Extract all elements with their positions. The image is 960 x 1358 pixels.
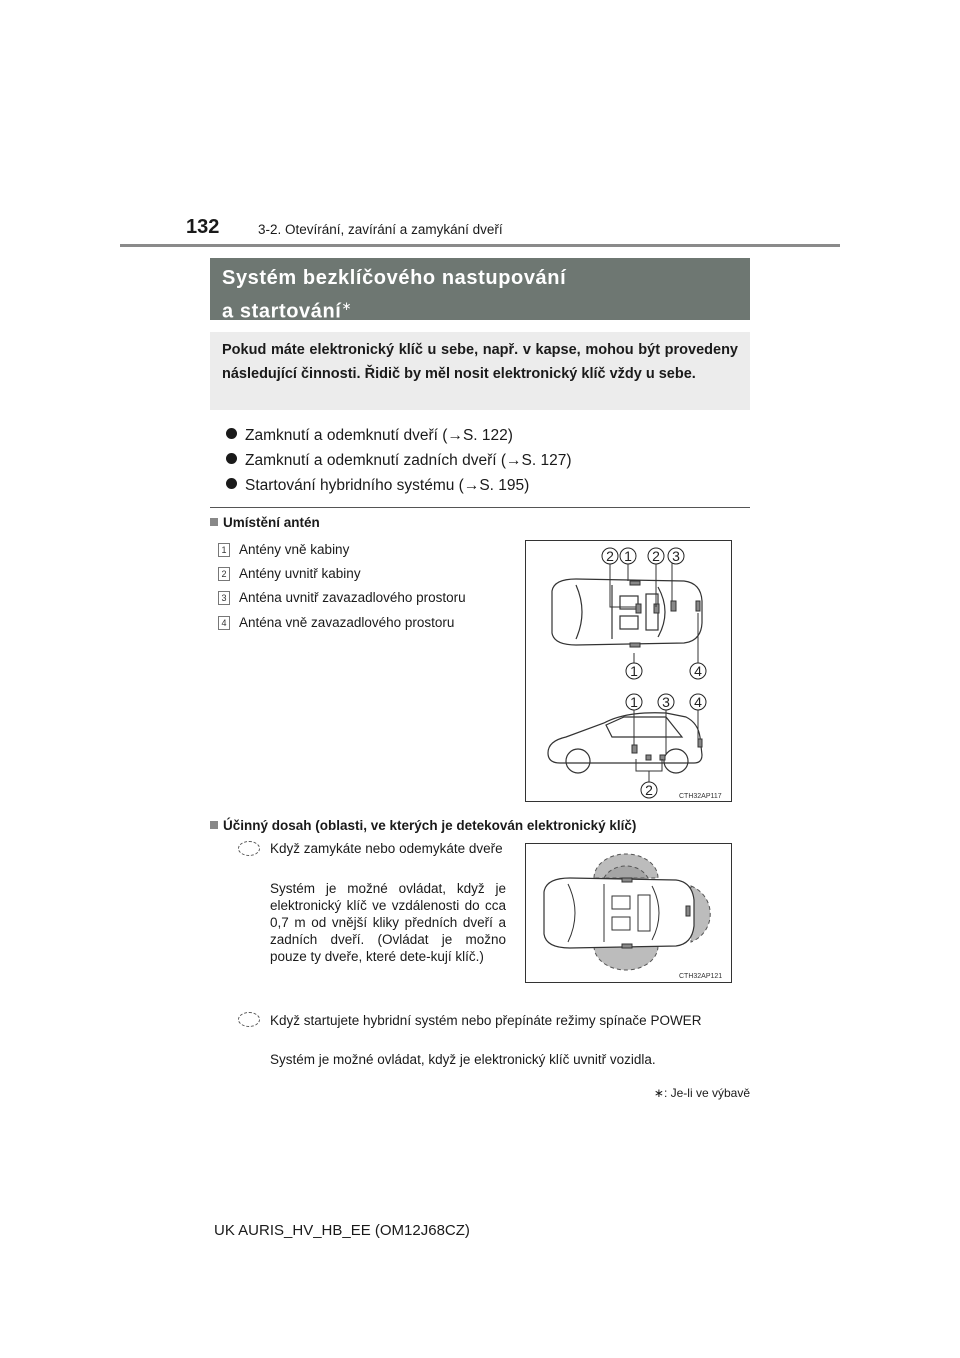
range-figure (525, 843, 732, 983)
figure-code: CTH32AP117 (679, 793, 722, 800)
lock-condition-text: Systém je možné ovládat, když je elektronický klíč ve vzdálenosti do cca 0,7 m od vnější kliky předních dveří a zadních dveří. (Ovládat je možno pouze ty dveře, které dete-kují klíč.) (270, 881, 506, 964)
start-condition-text: Systém je možné ovládat, když je elektronický klíč uvnitř vozidla. (270, 1052, 656, 1067)
callout-label: 3 (672, 548, 680, 564)
antenna-figure (525, 540, 732, 802)
antenna-heading: Umístění antén (210, 515, 320, 530)
callout-label: 2 (606, 548, 614, 564)
list-item: Zamknutí a odemknutí zadních dveří (→S. 127) (226, 448, 572, 473)
header-rule (120, 244, 840, 247)
feature-list (226, 423, 572, 498)
figure-code: CTH32AP121 (679, 973, 723, 980)
title-line-1: Systém bezklíčového nastupování (222, 267, 567, 289)
callout-label: 2 (652, 548, 660, 564)
intro-box: Pokud máte elektronický klíč u sebe, např. v kapse, mohou být provedeny následující činnosti. Řidič by měl nosit elektronický klíč vždy u sebe. (210, 332, 750, 410)
callout-label: 4 (694, 663, 702, 679)
dashed-oval-icon (238, 841, 260, 856)
list-item: 1 Antény vně kabiny (218, 538, 466, 562)
car-top-view (552, 579, 702, 645)
callout-label: 1 (630, 694, 638, 710)
start-condition-title: Když startujete hybridní systém nebo přepínáte režimy spínače POWER (270, 1013, 702, 1028)
callout-label: 3 (662, 694, 670, 710)
page-number: 132 (186, 216, 220, 238)
bullet-icon (226, 478, 237, 489)
range-heading: Účinný dosah (oblasti, ve kterých je detekován elektronický klíč) (210, 818, 636, 833)
page-title (210, 258, 750, 323)
section-title: 3-2. Otevírání, zavírání a zamykání dveří (258, 222, 503, 237)
antenna-list (218, 538, 466, 635)
square-bullet-icon (210, 821, 218, 829)
callout-label: 2 (645, 782, 653, 798)
list-item: 3 Anténa uvnitř zavazadlového prostoru (218, 586, 466, 610)
callout-label: 1 (630, 663, 638, 679)
footnote: ∗: Je-li ve výbavě (653, 1086, 750, 1100)
list-item: 4 Anténa vně zavazadlového prostoru (218, 611, 466, 635)
bullet-icon (226, 428, 237, 439)
dashed-oval-icon (238, 1012, 260, 1027)
car-top-view-range (544, 878, 694, 948)
list-item: 2 Antény uvnitř kabiny (218, 562, 466, 586)
section-divider (210, 507, 750, 508)
square-bullet-icon (210, 518, 218, 526)
bullet-icon (226, 453, 237, 464)
list-item: Zamknutí a odemknutí dveří (→S. 122) (226, 423, 572, 448)
list-item: Startování hybridního systému (→S. 195) (226, 473, 572, 498)
callout-label: 4 (694, 694, 702, 710)
range-diagram (526, 844, 731, 982)
footnote-marker: ∗ (341, 299, 353, 313)
model-code: UK AURIS_HV_HB_EE (OM12J68CZ) (214, 1222, 470, 1239)
car-side-view (548, 713, 702, 773)
title-line-2: a startování∗ (222, 299, 353, 323)
antenna-diagram (526, 541, 731, 801)
callout-label: 1 (624, 548, 632, 564)
lock-condition-title: Když zamykáte nebo odemykáte dveře (270, 841, 503, 856)
